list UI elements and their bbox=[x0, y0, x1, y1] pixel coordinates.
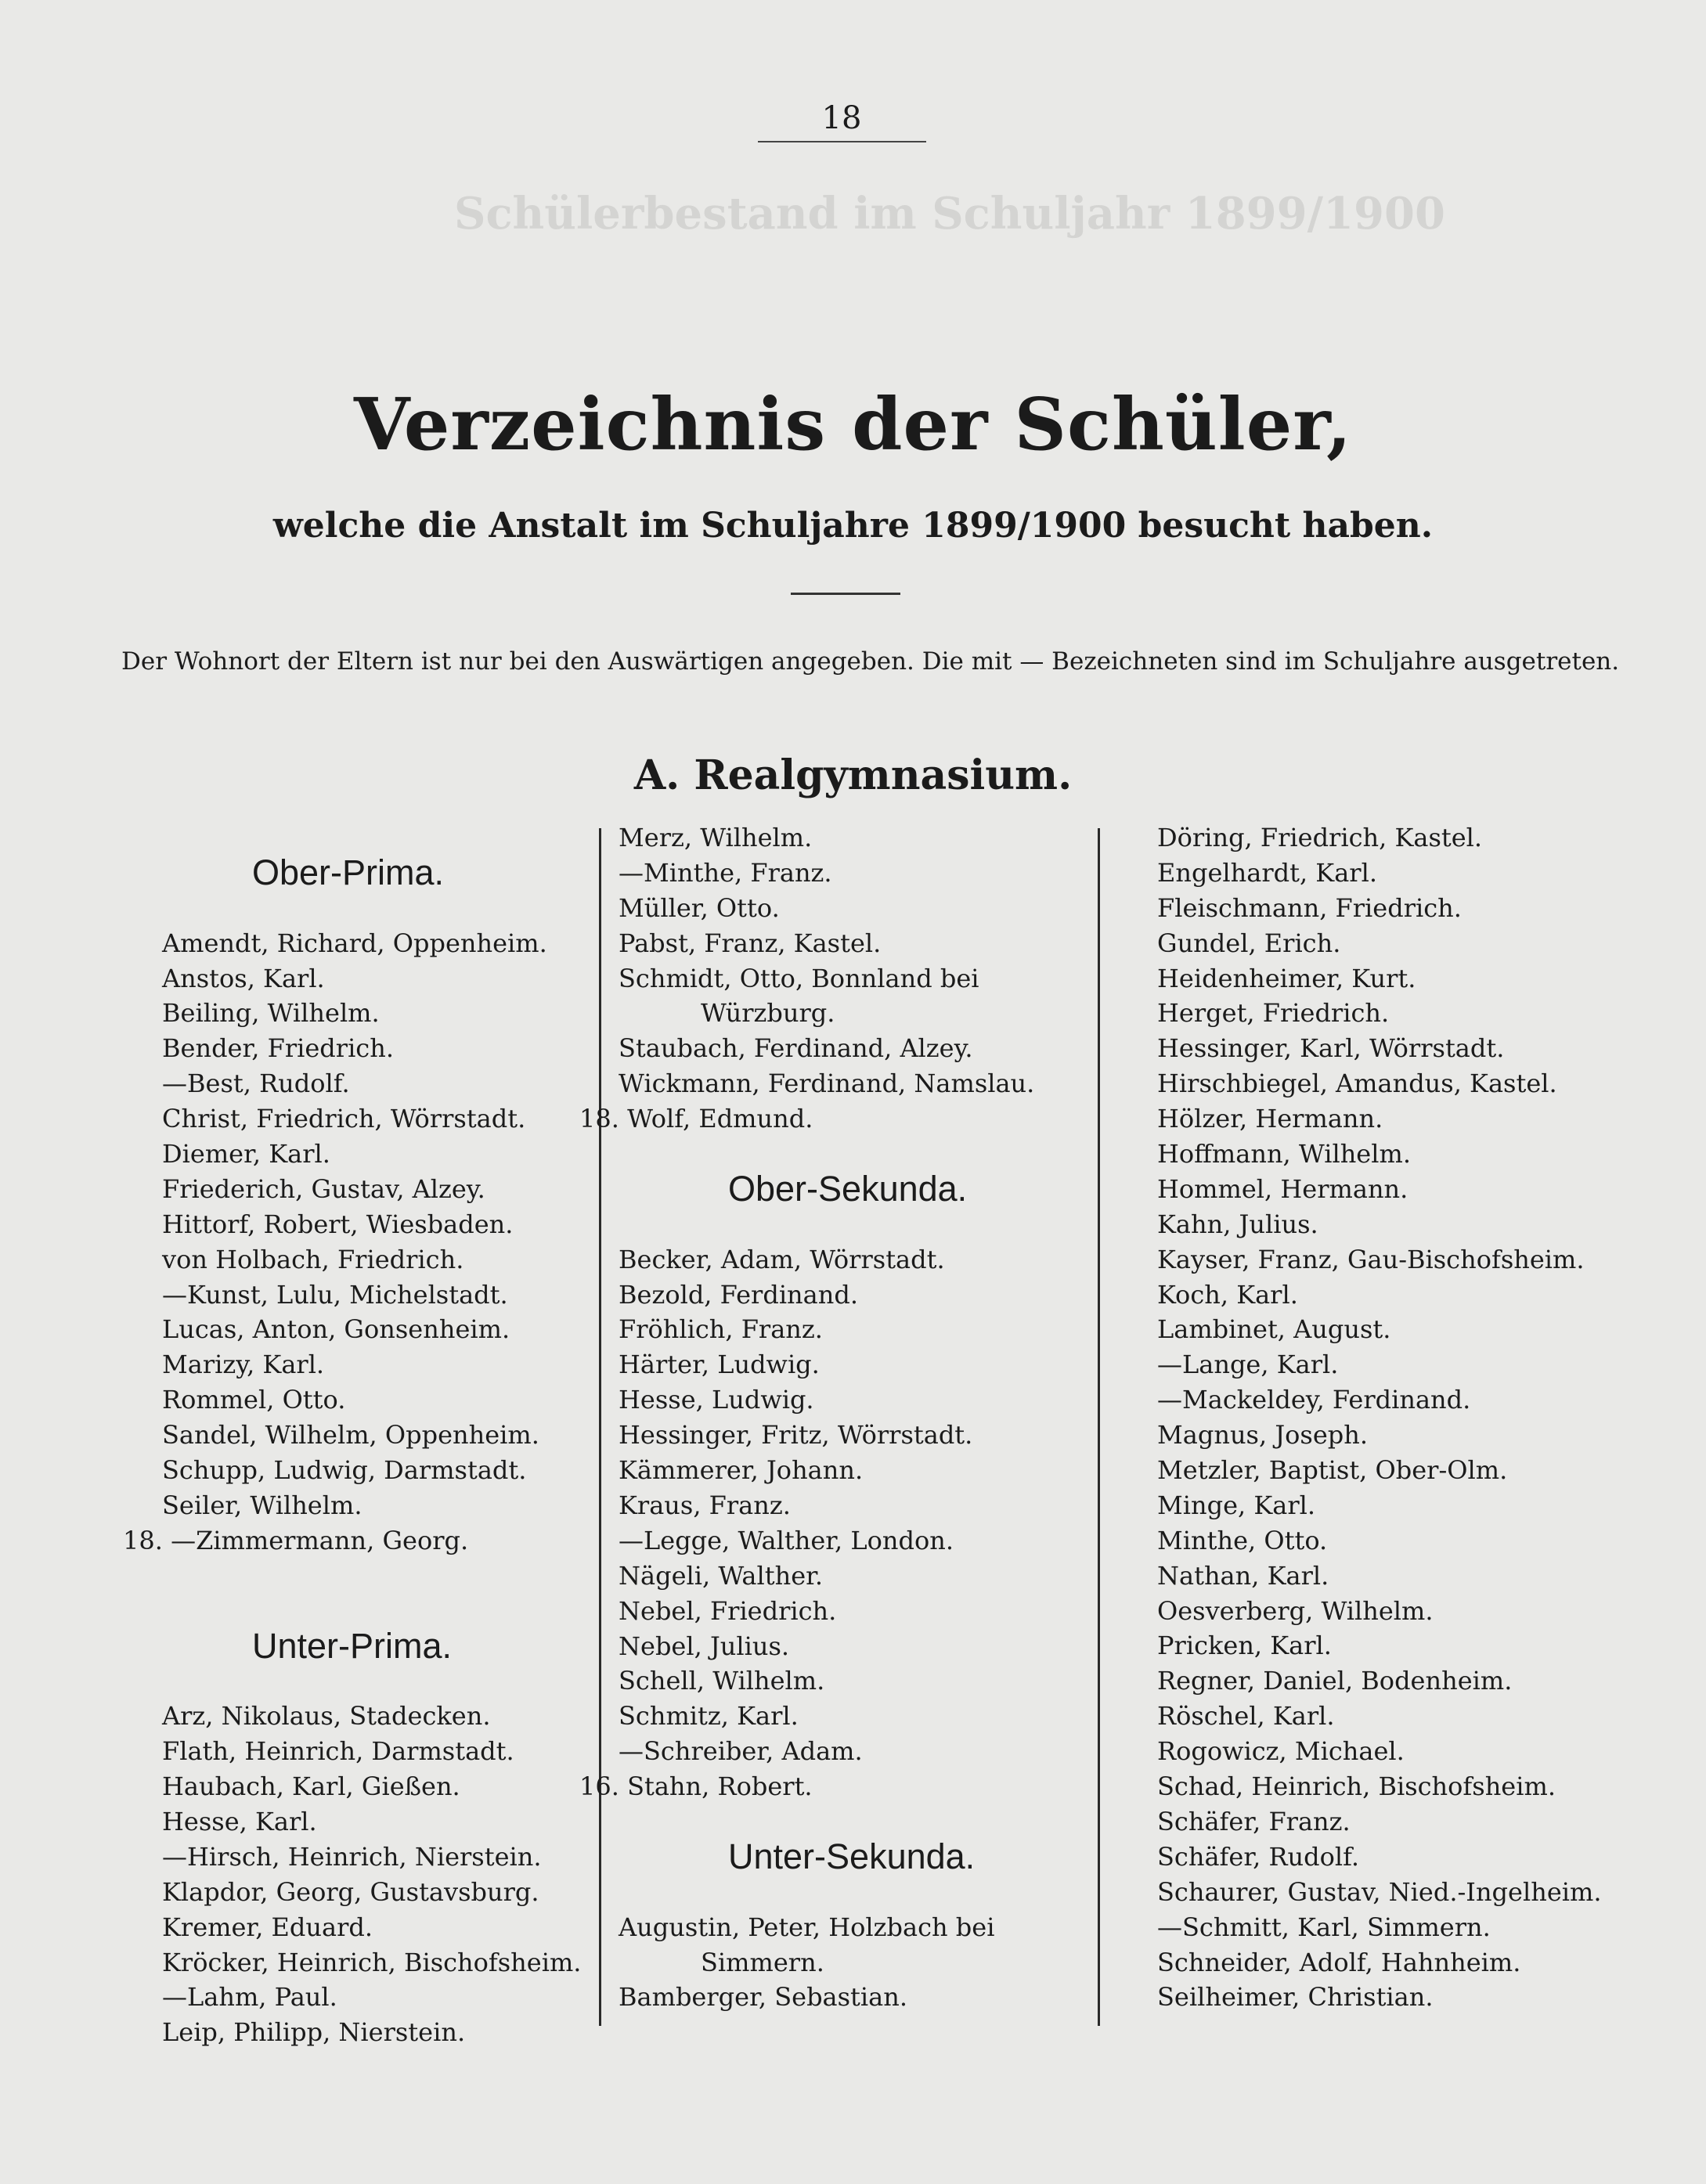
student-entry: —Hirsch, Heinrich, Nierstein. bbox=[162, 1841, 542, 1872]
student-entry: Döring, Friedrich, Kastel. bbox=[1157, 823, 1483, 852]
student-entry: Fleischmann, Friedrich. bbox=[1157, 892, 1462, 923]
student-entry: 16. Stahn, Robert. bbox=[579, 1771, 813, 1802]
student-entry: Kämmerer, Johann. bbox=[619, 1455, 864, 1486]
student-entry: Schaurer, Gustav, Nied.-Ingelheim. bbox=[1157, 1876, 1602, 1907]
student-entry: 18. —Zimmermann, Georg. bbox=[123, 1525, 469, 1555]
student-entry: Arz, Nikolaus, Stadecken. bbox=[162, 1701, 491, 1732]
student-entry: —Kunst, Lulu, Michelstadt. bbox=[162, 1279, 508, 1310]
class-header: Ober-Sekunda. bbox=[728, 1169, 968, 1209]
student-entry: Amendt, Richard, Oppenheim. bbox=[162, 928, 547, 958]
class-header: Ober-Prima. bbox=[252, 852, 445, 892]
student-entry: Seilheimer, Christian. bbox=[1157, 1982, 1434, 2013]
student-entry: Lucas, Anton, Gonsenheim. bbox=[162, 1314, 510, 1345]
student-entry: —Lahm, Paul. bbox=[162, 1982, 337, 2013]
student-entry: Rommel, Otto. bbox=[162, 1385, 346, 1415]
student-entry: Nebel, Julius. bbox=[619, 1631, 790, 1661]
student-entry: Bamberger, Sebastian. bbox=[619, 1982, 907, 2013]
student-entry: Haubach, Karl, Gießen. bbox=[162, 1771, 460, 1802]
student-column-1 bbox=[123, 820, 582, 2050]
student-entry: —Lange, Karl. bbox=[1157, 1350, 1339, 1380]
student-entry: Anstos, Karl. bbox=[162, 963, 325, 993]
page-number: 18 bbox=[821, 100, 862, 136]
student-entry: Pabst, Franz, Kastel. bbox=[619, 928, 882, 958]
student-entry: Metzler, Baptist, Ober-Olm. bbox=[1157, 1455, 1508, 1486]
page-number-rule bbox=[758, 141, 926, 142]
student-entry: Kraus, Franz. bbox=[619, 1490, 791, 1520]
student-entry: Schäfer, Rudolf. bbox=[1157, 1841, 1359, 1872]
student-entry: Beiling, Wilhelm. bbox=[162, 998, 380, 1029]
student-entry: Schmidt, Otto, Bonnland bei bbox=[619, 963, 979, 993]
section-title: A. Realgymnasium. bbox=[633, 751, 1073, 799]
class-header: Unter-Prima. bbox=[252, 1625, 453, 1666]
student-entry: Schad, Heinrich, Bischofsheim. bbox=[1157, 1771, 1556, 1802]
spacer bbox=[162, 1559, 581, 1594]
column-divider-right bbox=[1098, 828, 1100, 2026]
student-entry: Minge, Karl. bbox=[1157, 1490, 1316, 1520]
student-column-2 bbox=[579, 820, 1035, 2015]
student-entry: Schneider, Adolf, Hahnheim. bbox=[1157, 1947, 1521, 1977]
class-header: Unter-Sekunda. bbox=[728, 1836, 976, 1876]
student-entry: Sandel, Wilhelm, Oppenheim. bbox=[162, 1420, 539, 1451]
student-entry: Schell, Wilhelm. bbox=[619, 1666, 825, 1696]
student-entry: Schmitz, Karl. bbox=[619, 1701, 799, 1732]
student-entry: —Legge, Walther, London. bbox=[619, 1525, 954, 1555]
student-entry: Härter, Ludwig. bbox=[619, 1350, 820, 1380]
student-entry: Magnus, Joseph. bbox=[1157, 1420, 1369, 1451]
student-entry: Nebel, Friedrich. bbox=[619, 1595, 837, 1626]
student-entry: Fröhlich, Franz. bbox=[619, 1314, 823, 1345]
student-entry: Hesse, Karl. bbox=[162, 1806, 317, 1836]
student-entry: Leip, Philipp, Nierstein. bbox=[162, 2017, 466, 2048]
student-entry: —Minthe, Franz. bbox=[619, 857, 832, 888]
student-entry: Kahn, Julius. bbox=[1157, 1209, 1318, 1239]
student-entry: —Schmitt, Karl, Simmern. bbox=[1157, 1912, 1491, 1942]
student-entry: Hölzer, Hermann. bbox=[1157, 1104, 1383, 1134]
student-entry: Augustin, Peter, Holzbach bei bbox=[619, 1912, 995, 1942]
student-entry: Nathan, Karl. bbox=[1157, 1560, 1329, 1591]
student-entry: Becker, Adam, Wörrstadt. bbox=[619, 1244, 945, 1274]
student-entry: Koch, Karl. bbox=[1157, 1279, 1298, 1310]
student-entry: Kremer, Eduard. bbox=[162, 1912, 373, 1942]
page-subtitle: welche die Anstalt im Schuljahre 1899/1900 besucht haben. bbox=[272, 506, 1434, 546]
student-entry: Hessinger, Fritz, Wörrstadt. bbox=[619, 1420, 973, 1451]
title-divider bbox=[791, 593, 900, 595]
student-entry: Engelhardt, Karl. bbox=[1157, 857, 1377, 888]
student-entry: Herget, Friedrich. bbox=[1157, 998, 1390, 1029]
student-entry: Klapdor, Georg, Gustavsburg. bbox=[162, 1876, 539, 1907]
bleed-through-text: Schülerbestand im Schuljahr 1899/1900 bbox=[454, 188, 1445, 240]
student-entry: Hirschbiegel, Amandus, Kastel. bbox=[1157, 1069, 1557, 1099]
student-entry: Marizy, Karl. bbox=[162, 1350, 325, 1380]
student-entry: Schäfer, Franz. bbox=[1157, 1806, 1351, 1836]
student-entry: Hittorf, Robert, Wiesbaden. bbox=[162, 1209, 514, 1239]
student-entry: —Mackeldey, Ferdinand. bbox=[1157, 1385, 1471, 1415]
student-entry: Hoffmann, Wilhelm. bbox=[1157, 1139, 1411, 1169]
student-entry: Gundel, Erich. bbox=[1157, 928, 1341, 958]
student-entry: Bezold, Ferdinand. bbox=[619, 1279, 858, 1310]
student-entry: Lambinet, August. bbox=[1157, 1314, 1391, 1345]
student-entry: Hessinger, Karl, Wörrstadt. bbox=[1157, 1033, 1505, 1064]
column-divider-left bbox=[599, 828, 601, 2026]
student-entry: Oesverberg, Wilhelm. bbox=[1157, 1595, 1434, 1626]
student-entry: Heidenheimer, Kurt. bbox=[1157, 963, 1416, 993]
student-entry: Wickmann, Ferdinand, Namslau. bbox=[619, 1069, 1035, 1099]
student-entry: Rogowicz, Michael. bbox=[1157, 1736, 1405, 1767]
student-entry: Seiler, Wilhelm. bbox=[162, 1490, 362, 1520]
student-entry: 18. Wolf, Edmund. bbox=[579, 1104, 813, 1134]
student-entry: Christ, Friedrich, Wörrstadt. bbox=[162, 1104, 526, 1134]
student-entry: —Best, Rudolf. bbox=[162, 1069, 350, 1099]
student-entry: von Holbach, Friedrich. bbox=[162, 1244, 464, 1274]
student-entry: Schupp, Ludwig, Darmstadt. bbox=[162, 1455, 527, 1486]
student-entry: Minthe, Otto. bbox=[1157, 1525, 1328, 1555]
student-entry: Röschel, Karl. bbox=[1157, 1701, 1335, 1732]
student-entry: Hommel, Hermann. bbox=[1157, 1173, 1408, 1204]
student-entry: Bender, Friedrich. bbox=[162, 1033, 394, 1064]
student-column-3 bbox=[1157, 820, 1602, 2015]
student-entry: Flath, Heinrich, Darmstadt. bbox=[162, 1736, 514, 1767]
student-entry: Müller, Otto. bbox=[619, 892, 780, 923]
student-entry-continuation: Würzburg. bbox=[701, 998, 835, 1029]
student-entry: Hesse, Ludwig. bbox=[619, 1385, 814, 1415]
student-entry-continuation: Simmern. bbox=[701, 1947, 824, 1977]
student-entry: Kröcker, Heinrich, Bischofsheim. bbox=[162, 1947, 582, 1977]
student-entry: Regner, Daniel, Bodenheim. bbox=[1157, 1666, 1513, 1696]
student-entry: Staubach, Ferdinand, Alzey. bbox=[619, 1033, 973, 1064]
student-entry: Friederich, Gustav, Alzey. bbox=[162, 1173, 485, 1204]
student-entry: Merz, Wilhelm. bbox=[619, 823, 813, 852]
explanatory-note: Der Wohnort der Eltern ist nur bei den Auswärtigen angegeben. Die mit — Bezeichneten sind im Schuljahre ausgetreten. bbox=[121, 647, 1620, 676]
student-entry: Diemer, Karl. bbox=[162, 1139, 330, 1169]
student-entry: Kayser, Franz, Gau-Bischofsheim. bbox=[1157, 1244, 1585, 1274]
student-entry: Nägeli, Walther. bbox=[619, 1560, 824, 1591]
student-entry: —Schreiber, Adam. bbox=[619, 1736, 863, 1767]
page-title: Verzeichnis der Schüler, bbox=[353, 382, 1353, 467]
student-entry: Pricken, Karl. bbox=[1157, 1631, 1332, 1661]
